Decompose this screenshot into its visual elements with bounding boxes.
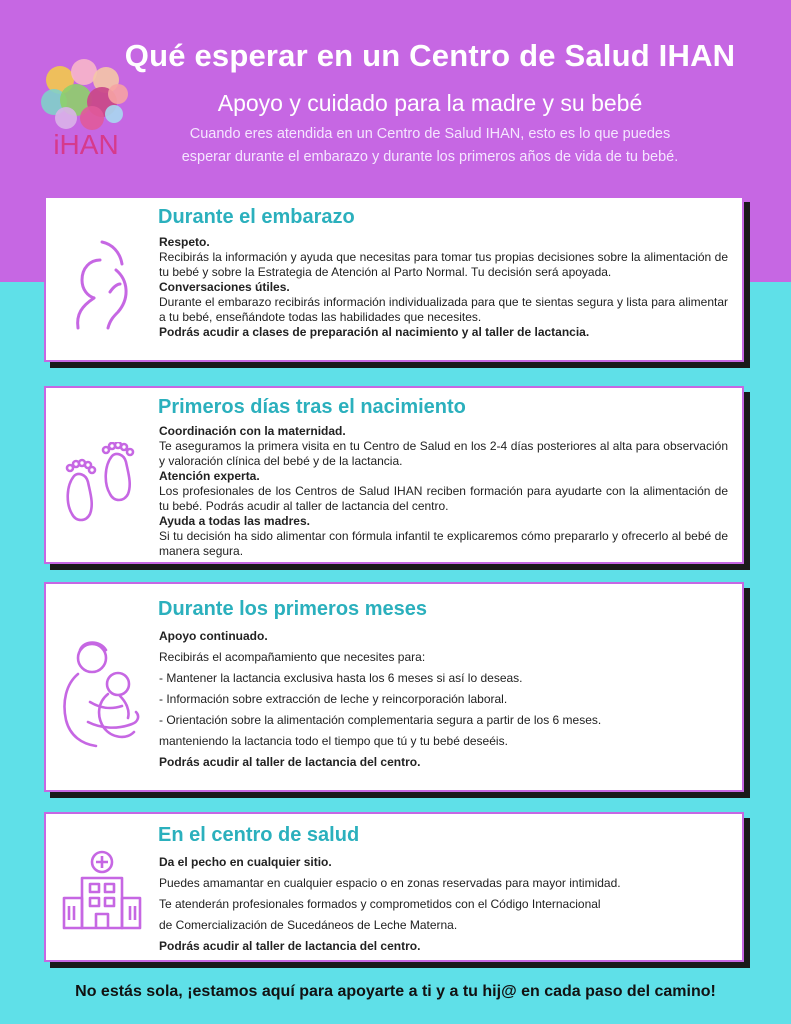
card-first-months — [44, 582, 744, 792]
logo-text: iHAN — [53, 129, 119, 158]
card-title: En el centro de salud — [158, 824, 360, 846]
item-text: Los profesionales de los Centros de Salud IHAN reciben formación para ayudarte con la alimentación de tu bebé. Podrás acudir al taller de lactancia del centro. — [159, 484, 728, 513]
intro-line: esperar durante el embarazo y durante los primeros años de vida de tu bebé. — [181, 149, 679, 165]
ihan-logo — [40, 58, 132, 158]
pregnancy-icon — [60, 236, 140, 337]
item-heading: Apoyo continuado. — [159, 629, 268, 643]
card-health-center — [44, 812, 744, 962]
item-text: - Mantener la lactancia exclusiva hasta los 6 meses si así lo deseas. — [159, 671, 523, 685]
page-title: Qué esperar en un Centro de Salud IHAN — [124, 38, 736, 73]
hospital-icon — [60, 850, 144, 937]
baby-feet-icon — [60, 442, 140, 531]
card-first-days — [44, 386, 744, 564]
item-text: Durante el embarazo recibirás información individualizada para que te sientas segura y lista para alimentar a tu bebé, enseñándote todas las habilidades que necesites. — [159, 295, 728, 324]
item-text: Si tu decisión ha sido alimentar con fórmula infantil te explicaremos cómo prepararlo y ofrecerlo al bebé de manera segura. — [159, 529, 728, 558]
item-heading: Respeto. — [159, 235, 210, 249]
intro-text — [140, 123, 720, 169]
card-title: Primeros días tras el nacimiento — [158, 396, 466, 418]
intro-line: Cuando eres atendida en un Centro de Salud IHAN, esto es lo que puedes — [189, 126, 671, 142]
mother-baby-icon — [60, 636, 144, 759]
item-text: Recibirás el acompañamiento que necesites para: — [159, 650, 426, 664]
item-heading: Da el pecho en cualquier sitio. — [159, 855, 332, 869]
closing-text: Podrás acudir a clases de preparación al nacimiento y al taller de lactancia. — [159, 325, 590, 339]
item-text: Te aseguramos la primera visita en tu Centro de Salud en los 2-4 días posteriores al alta para observación y valoración clínica del bebé y de la lactancia. — [159, 439, 728, 468]
card-title: Durante los primeros meses — [158, 598, 427, 620]
footer-message: No estás sola, ¡estamos aquí para apoyarte a ti y a tu hij@ en cada paso del camino! — [75, 983, 716, 1000]
item-heading: Conversaciones útiles. — [159, 280, 290, 294]
item-text: - Orientación sobre la alimentación complementaria segura a partir de los 6 meses. — [159, 713, 602, 727]
item-text: Te atenderán profesionales formados y comprometidos con el Código Internacional — [159, 897, 601, 911]
card-body — [159, 424, 728, 559]
page-subtitle: Apoyo y cuidado para la madre y su bebé — [217, 90, 643, 116]
item-heading: Ayuda a todas las madres. — [159, 514, 310, 528]
item-heading: Coordinación con la maternidad. — [159, 424, 346, 438]
item-heading: Atención experta. — [159, 469, 260, 483]
item-text: Puedes amamantar en cualquier espacio o en zonas reservadas para mayor intimidad. — [159, 876, 621, 890]
item-text: manteniendo la lactancia todo el tiempo que tú y tu bebé deseéis. — [159, 734, 508, 748]
closing-text: Podrás acudir al taller de lactancia del centro. — [159, 939, 421, 953]
card-body — [159, 235, 728, 340]
item-text: - Información sobre extracción de leche y reincorporación laboral. — [159, 692, 508, 706]
item-text: Recibirás la información y ayuda que necesitas para tomar tus propias decisiones sobre la alimentación de tu bebé y sobre la Estrategia de Atención al Parto Normal. Tu decisión será apoyada. — [159, 250, 728, 279]
card-body — [159, 626, 728, 773]
item-text: de Comercialización de Sucedáneos de Leche Materna. — [159, 918, 458, 932]
closing-text: Podrás acudir al taller de lactancia del centro. — [159, 755, 421, 769]
card-pregnancy — [44, 196, 744, 362]
card-body — [159, 852, 728, 957]
card-title: Durante el embarazo — [158, 206, 355, 228]
